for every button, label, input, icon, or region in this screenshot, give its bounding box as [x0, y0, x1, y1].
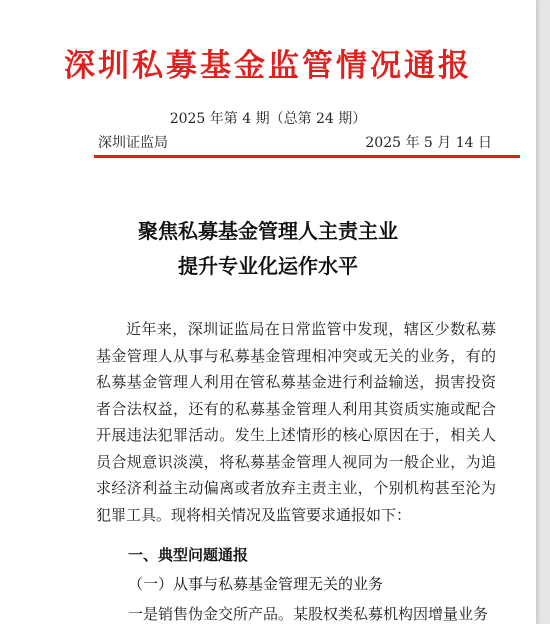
- article-title-line-2: 提升专业化运作水平: [178, 254, 358, 278]
- intro-paragraph: 近年来，深圳证监局在日常监管中发现，辖区少数私募基金管理人从事与私募基金管理相冲突或无关的业务，有的私募基金管理人利用在管私募基金进行利益输送，损害投资者合法权益，还有的私募基金管理人利用其资质实施或配合开展违法犯罪活动。发生上述情形的核心原因在于，相关人员合规意识淡漠，将私募基金管理人视同为一般企业，为追求经济利益主动偏离或者放弃主责主业，个别机构甚至沦为犯罪工具。现将相关情况及监管要求通报如下：: [96, 320, 496, 524]
- section-heading: 一、典型问题通报: [128, 546, 249, 564]
- issue-date: 2025 年 5 月 14 日: [365, 135, 492, 151]
- article-title-line-1: 聚焦私募基金管理人主责主业: [138, 219, 398, 243]
- issuing-authority: 深圳证监局: [98, 135, 168, 151]
- report-masthead: 深圳私募基金监管情况通报: [64, 48, 472, 84]
- issue-number: 2025 年第 4 期（总第 24 期）: [169, 111, 367, 127]
- subsection-heading: （一）从事与私募基金管理无关的业务: [128, 575, 384, 593]
- body-paragraph-partial: 一是销售伪金交所产品。某股权类私募机构因增量业务: [128, 605, 489, 623]
- red-divider-rule: [94, 155, 520, 158]
